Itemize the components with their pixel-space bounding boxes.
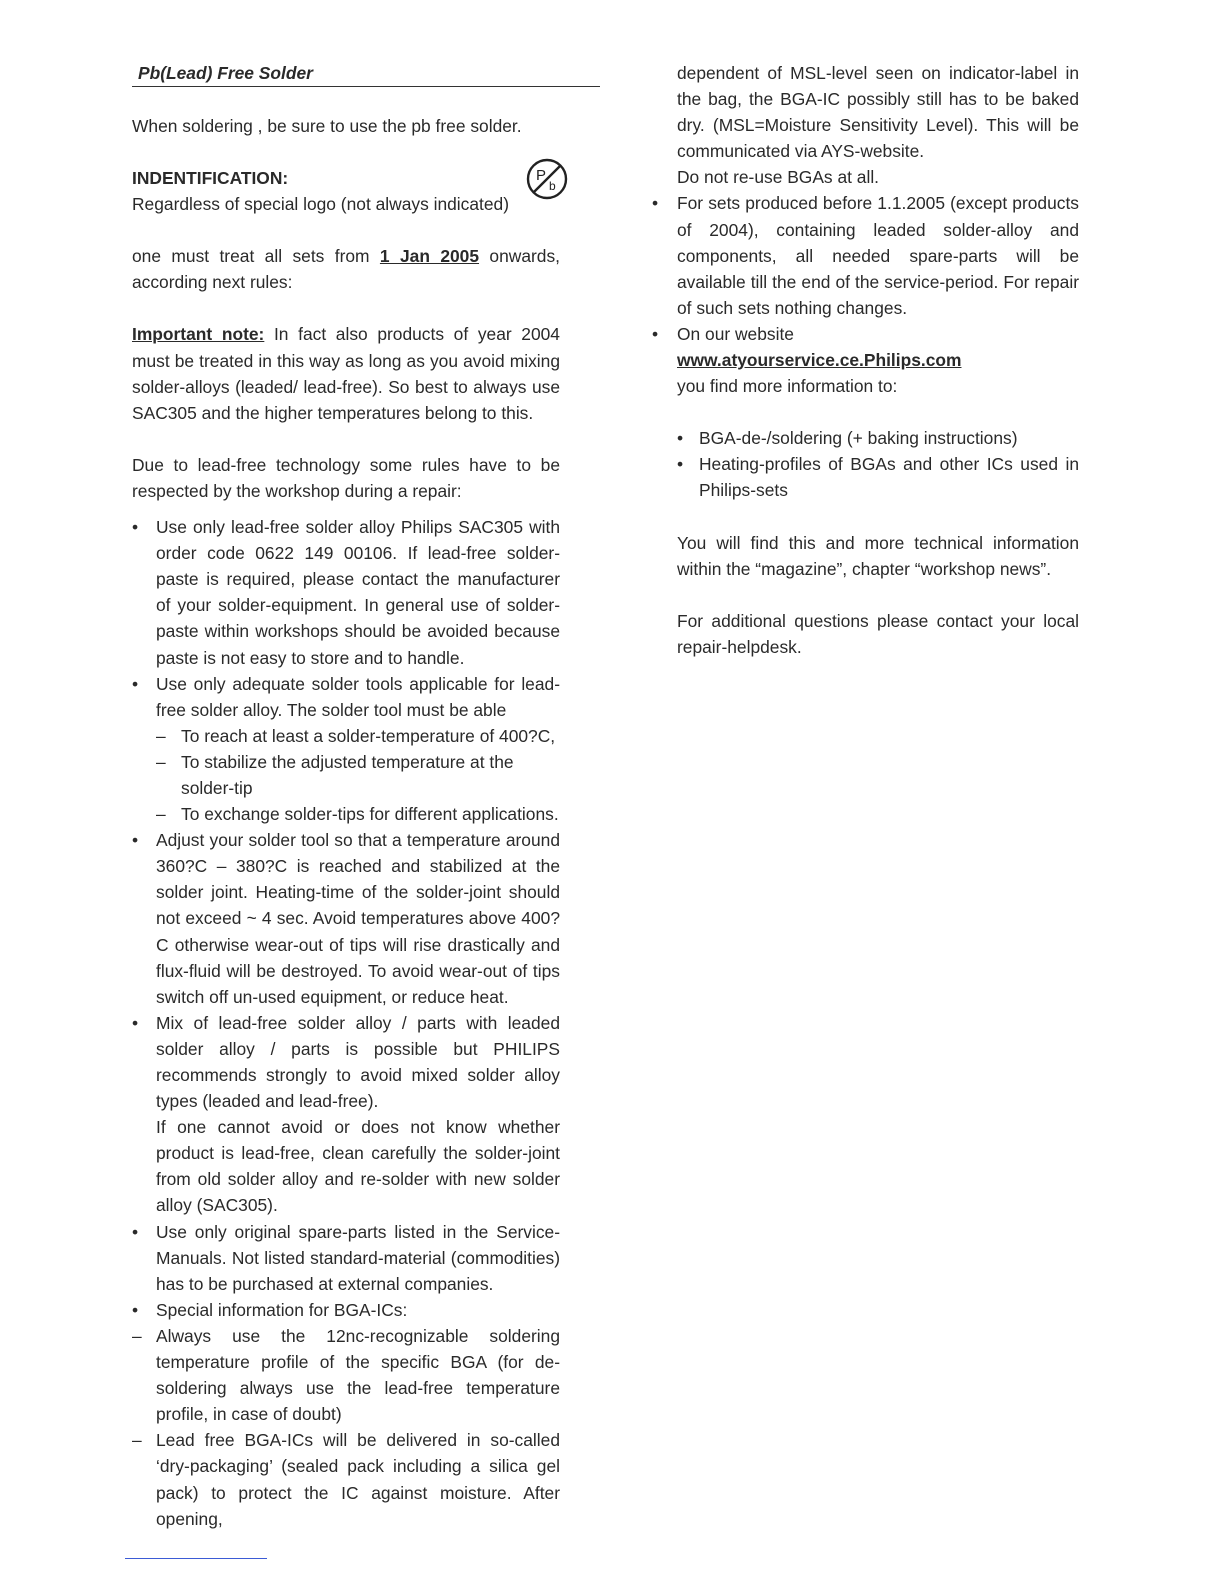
info-list-item: • Heating-profiles of BGAs and other ICs used in Philips-sets — [677, 451, 1079, 503]
list-item: • Adjust your solder tool so that a temperature around 360?C – 380?C is reached and stabilized at the solder joint. Heating-time of the solder-joint should not exceed ~ 4 sec. Avoid temperatures above 400?C otherwise wear-out of tips will rise drastically and flux-fluid will be destroyed. To avoid wear-out of tips switch off un-used equipment, or reduce heat. — [132, 827, 560, 1010]
no-reuse-text: Do not re-use BGAs at all. — [677, 167, 880, 188]
sub-item: – To reach at least a solder-temperature of 400?C, — [132, 723, 560, 749]
list-item: – Always use the 12nc-recognizable soldering temperature profile of the specific BGA (for de-soldering always use the lead-free temperature profile, in case of doubt) — [132, 1323, 560, 1427]
important-note: Important note: In fact also products of year 2004 must be treated in this way as long as you avoid mixing solder-alloys (leaded/ lead-free). So best to always use SAC305 and the higher temperatures belong to this. — [132, 324, 560, 423]
dash-marker: – — [132, 1325, 142, 1346]
bullet-marker: • — [132, 1012, 139, 1033]
left-column — [132, 60, 560, 1532]
bullet-marker: • — [132, 517, 139, 538]
rules-date: 1 Jan 2005 — [379, 246, 480, 267]
sub-item: – To stabilize the adjusted temperature at the solder-tip — [132, 749, 560, 801]
list-item: • Use only adequate solder tools applicable for lead-free solder alloy. The solder tool must be able — [132, 671, 560, 723]
intro-text: When soldering , be sure to use the pb free solder. — [132, 116, 522, 136]
identification-heading: INDENTIFICATION: — [132, 168, 289, 189]
website-link[interactable]: www.atyourservice.ce.Philips.com — [677, 350, 962, 371]
list-item: – Lead free BGA-ICs will be delivered in so-called ‘dry-packaging’ (sealed pack including a silica gel pack) to protect the IC against moisture. After opening, — [132, 1427, 560, 1531]
bullet-marker: • — [132, 1299, 139, 1320]
identification-text: Regardless of special logo (not always indicated) — [132, 194, 509, 215]
contact-text: For additional questions please contact your local repair-helpdesk. — [677, 610, 1079, 657]
due-text: Due to lead-free technology some rules have to be respected by the workshop during a repair: — [132, 454, 560, 501]
list-item: • Use only original spare-parts listed in the Service-Manuals. Not listed standard-material (commodities) has to be purchased at external companies. — [132, 1219, 560, 1297]
dash-marker: – — [156, 725, 166, 746]
info-list-item: • BGA-de-/soldering (+ baking instructions) — [677, 425, 1079, 451]
lead-free-logo-icon — [525, 157, 569, 201]
bullet-marker: • — [132, 673, 139, 694]
bullet-marker: • — [652, 193, 659, 214]
svg-text:b: b — [549, 179, 556, 194]
dot-marker: • — [677, 454, 684, 475]
list-item: • On our website www.atyourservice.ce.Philips.com you find more information to: — [677, 321, 1079, 399]
section-title: Pb(Lead) Free Solder — [132, 60, 600, 87]
svg-text:P: P — [536, 167, 547, 185]
list-item: • Mix of lead-free solder alloy / parts with leaded solder alloy / parts is possible but PHILIPS recommends strongly to avoid mixed solder alloy types (leaded and lead-free). — [132, 1010, 560, 1114]
list-item: • Special information for BGA-ICs: — [132, 1297, 560, 1323]
bullet-marker: • — [132, 830, 139, 851]
rules-intro: one must treat all sets from 1 Jan 2005 onwards, according next rules: — [132, 246, 560, 293]
dot-marker: • — [677, 428, 684, 449]
sub-item: – To exchange solder-tips for different applications. — [132, 801, 560, 827]
footer-rule — [125, 1558, 267, 1559]
continued-text: dependent of MSL-level seen on indicator-label in the bag, the BGA-IC possibly still has to be baked dry. (MSL=Moisture Sensitivity Level). This will be communicated via AYS-website. — [677, 63, 1079, 162]
magazine-text: You will find this and more technical information within the “magazine”, chapter “workshop news”. — [677, 532, 1079, 579]
list-item: • Use only lead-free solder alloy Philips SAC305 with order code 0622 149 00106. If lead-free solder-paste is required, please contact the manufacturer of your solder-equipment. In general use of solder-paste within workshops should be avoided because paste is not easy to store and to handle. — [132, 514, 560, 671]
list-item: • For sets produced before 1.1.2005 (except products of 2004), containing leaded solder-alloy and components, all needed spare-parts will be available till the end of the service-period. For repair of such sets nothing changes. — [677, 190, 1079, 320]
dash-marker: – — [156, 804, 166, 825]
dash-marker: – — [156, 751, 166, 772]
dash-marker: – — [132, 1430, 142, 1451]
bullet-marker: • — [132, 1221, 139, 1242]
important-note-label: Important note: — [132, 324, 265, 345]
identification-block — [132, 165, 560, 217]
bullet-marker: • — [652, 323, 659, 344]
right-column — [652, 60, 1079, 660]
list-item-continuation: If one cannot avoid or does not know whether product is lead-free, clean carefully the solder-joint from old solder alloy and re-solder with new solder alloy (SAC305). — [156, 1117, 560, 1216]
